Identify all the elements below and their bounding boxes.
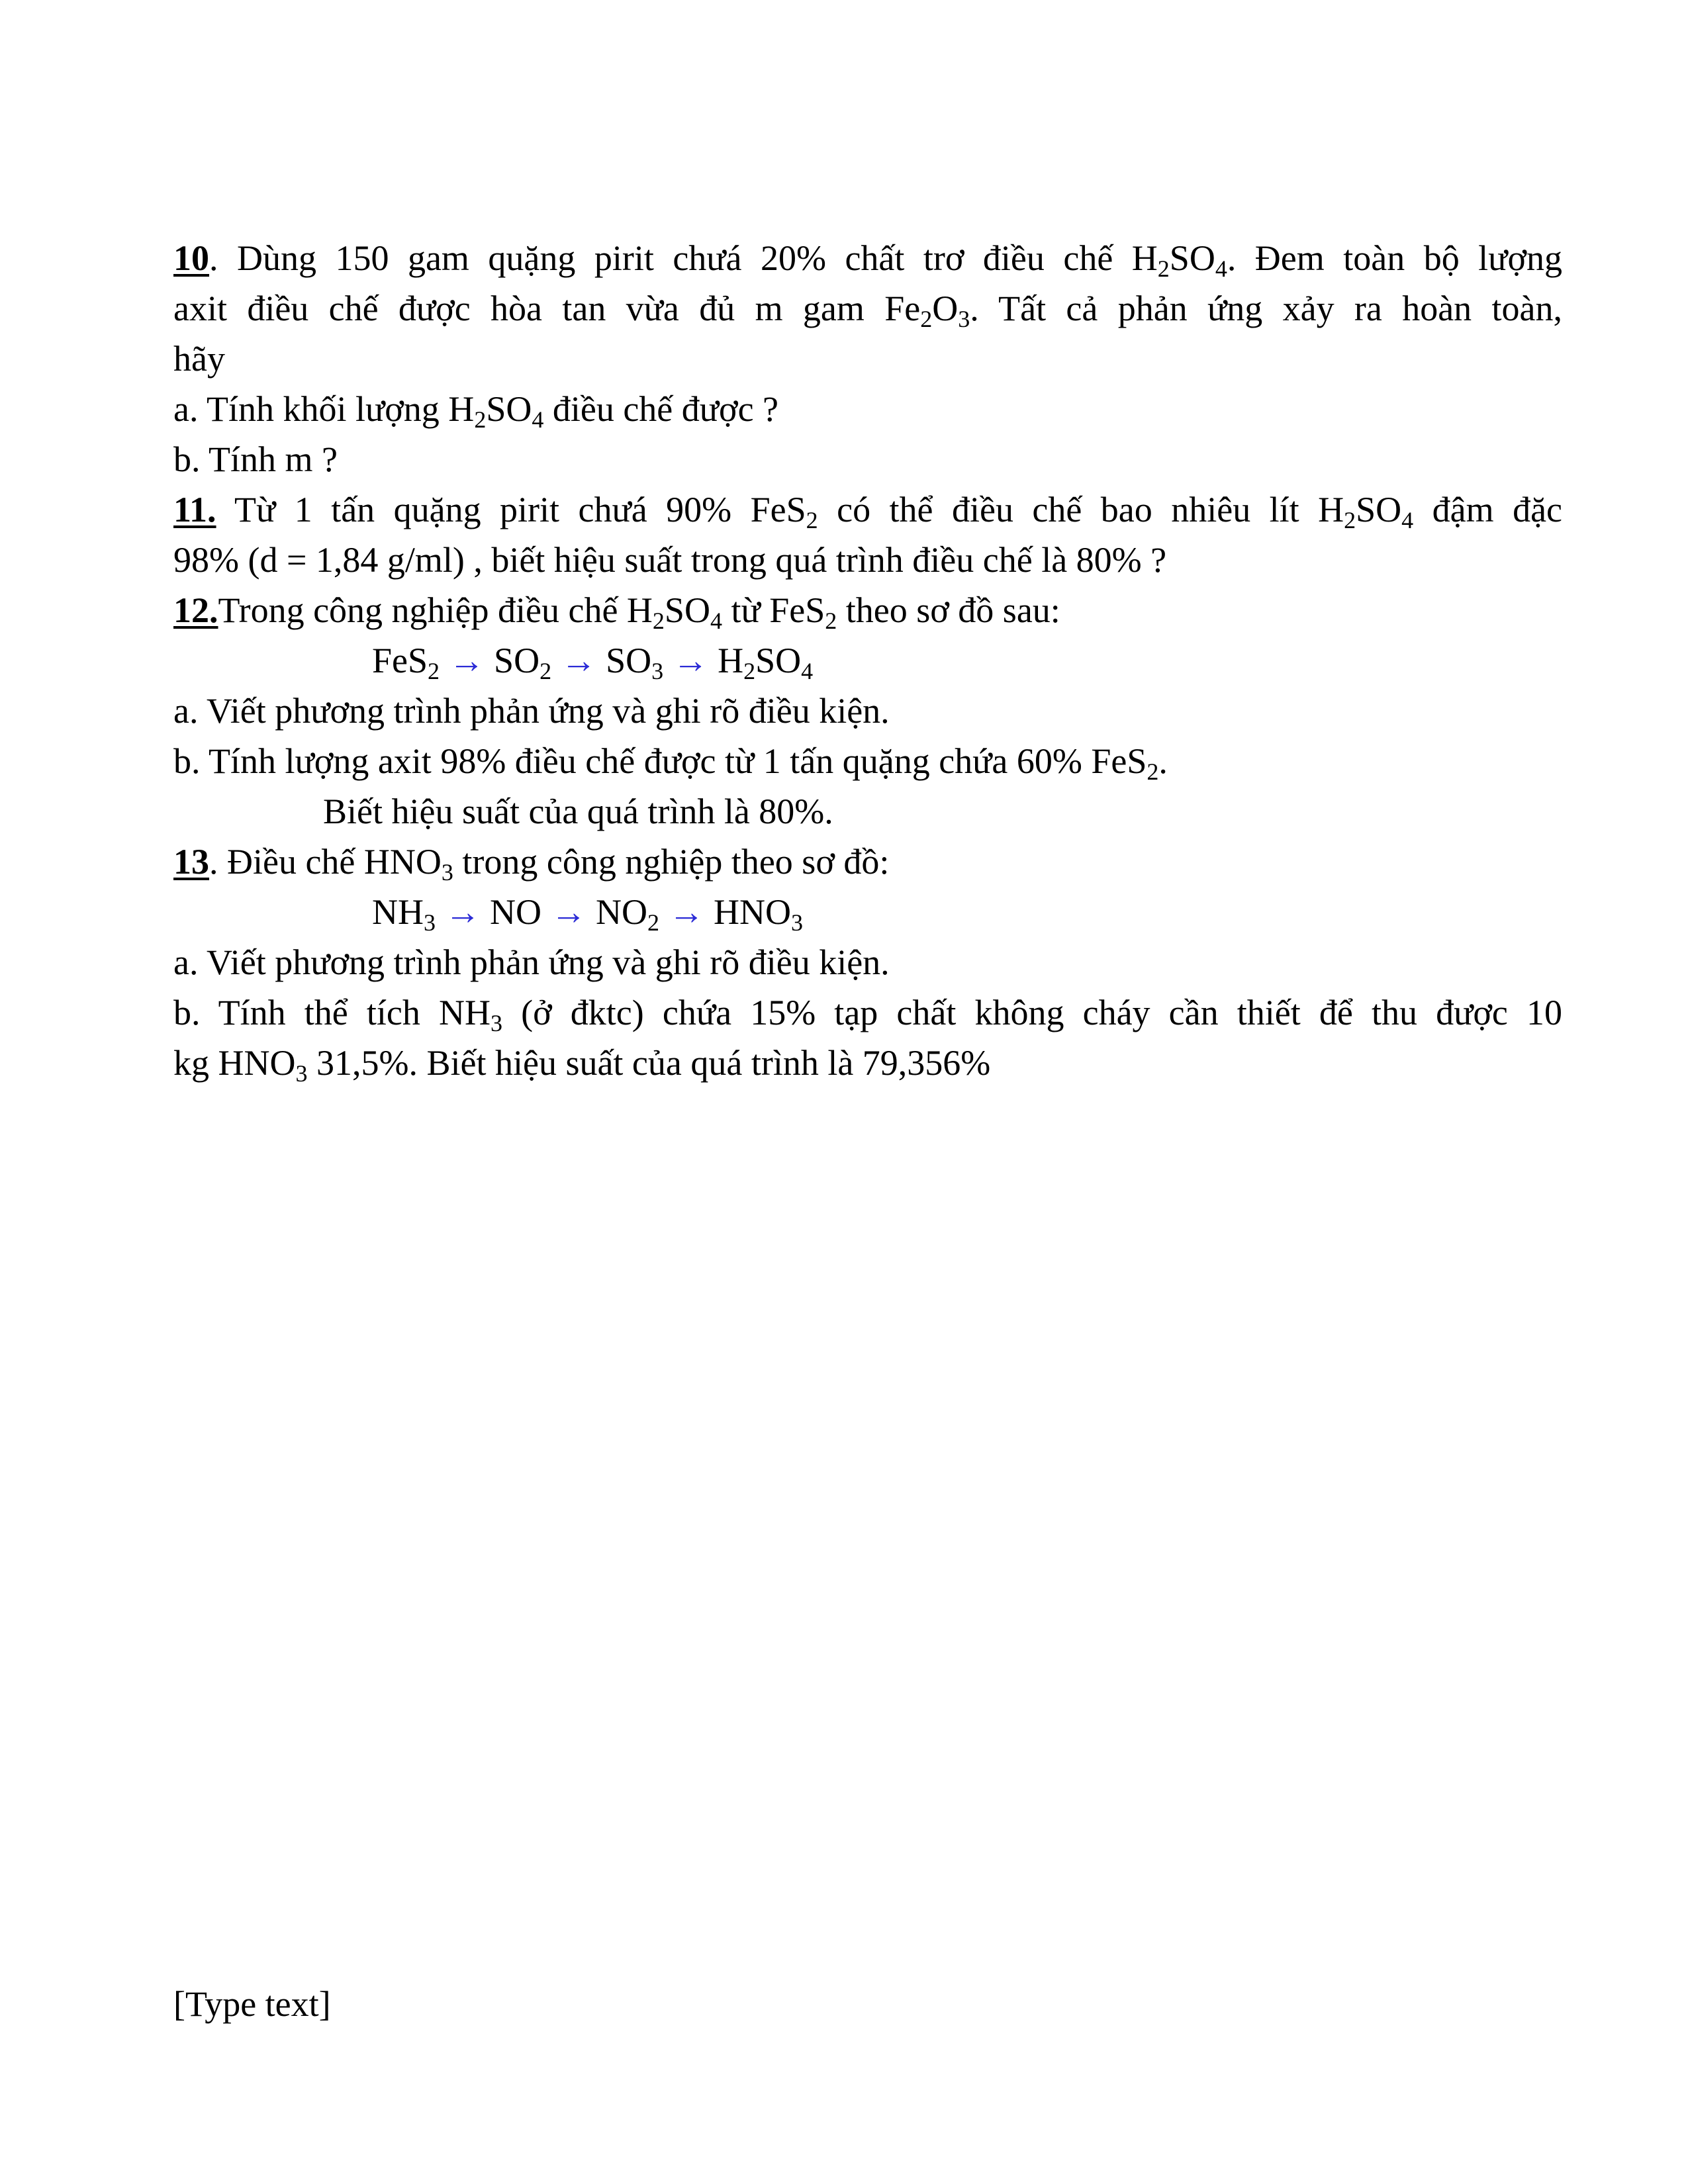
problem-12-question-b: b. Tính lượng axit 98% điều chế được từ 1 tấn quặng chứa 60% FeS$_2$. <box>173 741 1168 785</box>
problem-11-line-2: 98% (d = 1,84 g/ml) , biết hiệu suất trong quá trình điều chế là 80% ? <box>173 540 1167 580</box>
problem-11-number: 11. <box>173 490 216 529</box>
problem-12-question-b-note: Biết hiệu suất của quá trình là 80%. <box>323 792 833 831</box>
problem-10-question-a: a. Tính khối lượng $H_2SO_4$ điều chế được ? <box>173 389 779 433</box>
problem-12-question-a: a. Viết phương trình phản ứng và ghi rõ điều kiện. <box>173 691 890 731</box>
problem-10-line-1: 10. Dùng 150 gam quặng pirit chưá 20% chất trơ điều chế $H_2SO_4$. Đem toàn bộ lượng <box>173 238 1563 282</box>
compound-so3: $SO_3$ <box>606 641 664 684</box>
problem-12-line-1: 12.Trong công nghiệp điều chế $H_2SO_4$ từ FeS$_2$ theo sơ đồ sau: <box>173 590 1060 634</box>
problem-10-line-3: hãy <box>173 339 225 379</box>
compound-h2so4: $H_2SO_4$ <box>718 641 814 684</box>
problem-13-number: 13 <box>173 842 209 882</box>
right-arrow-icon: → <box>445 892 481 932</box>
right-arrow-icon: → <box>673 641 709 680</box>
right-arrow-icon: → <box>551 892 586 932</box>
problem-13-question-b: b. Tính thể tích $NH_3$ (ở đktc) chứa 15% tạp chất không cháy cần thiết để thu được 10 <box>173 993 1563 1036</box>
problem-12-reaction-scheme <box>173 635 1562 686</box>
problem-13-reaction-scheme <box>173 887 1562 937</box>
problem-10-number: 10 <box>173 238 209 278</box>
compound-no2: $NO_2$ <box>596 892 659 936</box>
problem-10-question-b: b. Tính m ? <box>173 439 338 479</box>
compound-hno3: $HNO_3$ <box>714 892 803 936</box>
compound-fes2: FeS$_2$ <box>372 641 440 684</box>
problem-12-number: 12. <box>173 590 218 630</box>
problem-10-line-2: axit điều chế được hòa tan vừa đủ m gam $Fe_2O_3$. Tất cả phản ứng xảy ra hoàn toàn, <box>173 289 1562 332</box>
compound-so2: $SO_2$ <box>494 641 552 684</box>
document-body <box>173 233 1562 1088</box>
right-arrow-icon: → <box>561 641 597 680</box>
footer-placeholder[interactable]: [Type text] <box>173 1984 331 2024</box>
problem-13-question-b-cont: kg $HNO_3$ 31,5%. Biết hiệu suất của quá trình là 79,356% <box>173 1043 991 1087</box>
problem-13-question-a: a. Viết phương trình phản ứng và ghi rõ điều kiện. <box>173 942 890 982</box>
compound-no: NO <box>490 892 541 932</box>
right-arrow-icon: → <box>449 641 485 680</box>
right-arrow-icon: → <box>669 892 704 932</box>
problem-13-line-1: 13. Điều chế $HNO_3$ trong công nghiệp theo sơ đồ: <box>173 842 890 886</box>
problem-11-line-1: 11. Từ 1 tấn quặng pirit chưá 90% FeS$_2$ có thể điều chế bao nhiêu lít $H_2SO_4$ đậm đặc <box>173 490 1562 533</box>
compound-nh3: $NH_3$ <box>372 892 436 936</box>
